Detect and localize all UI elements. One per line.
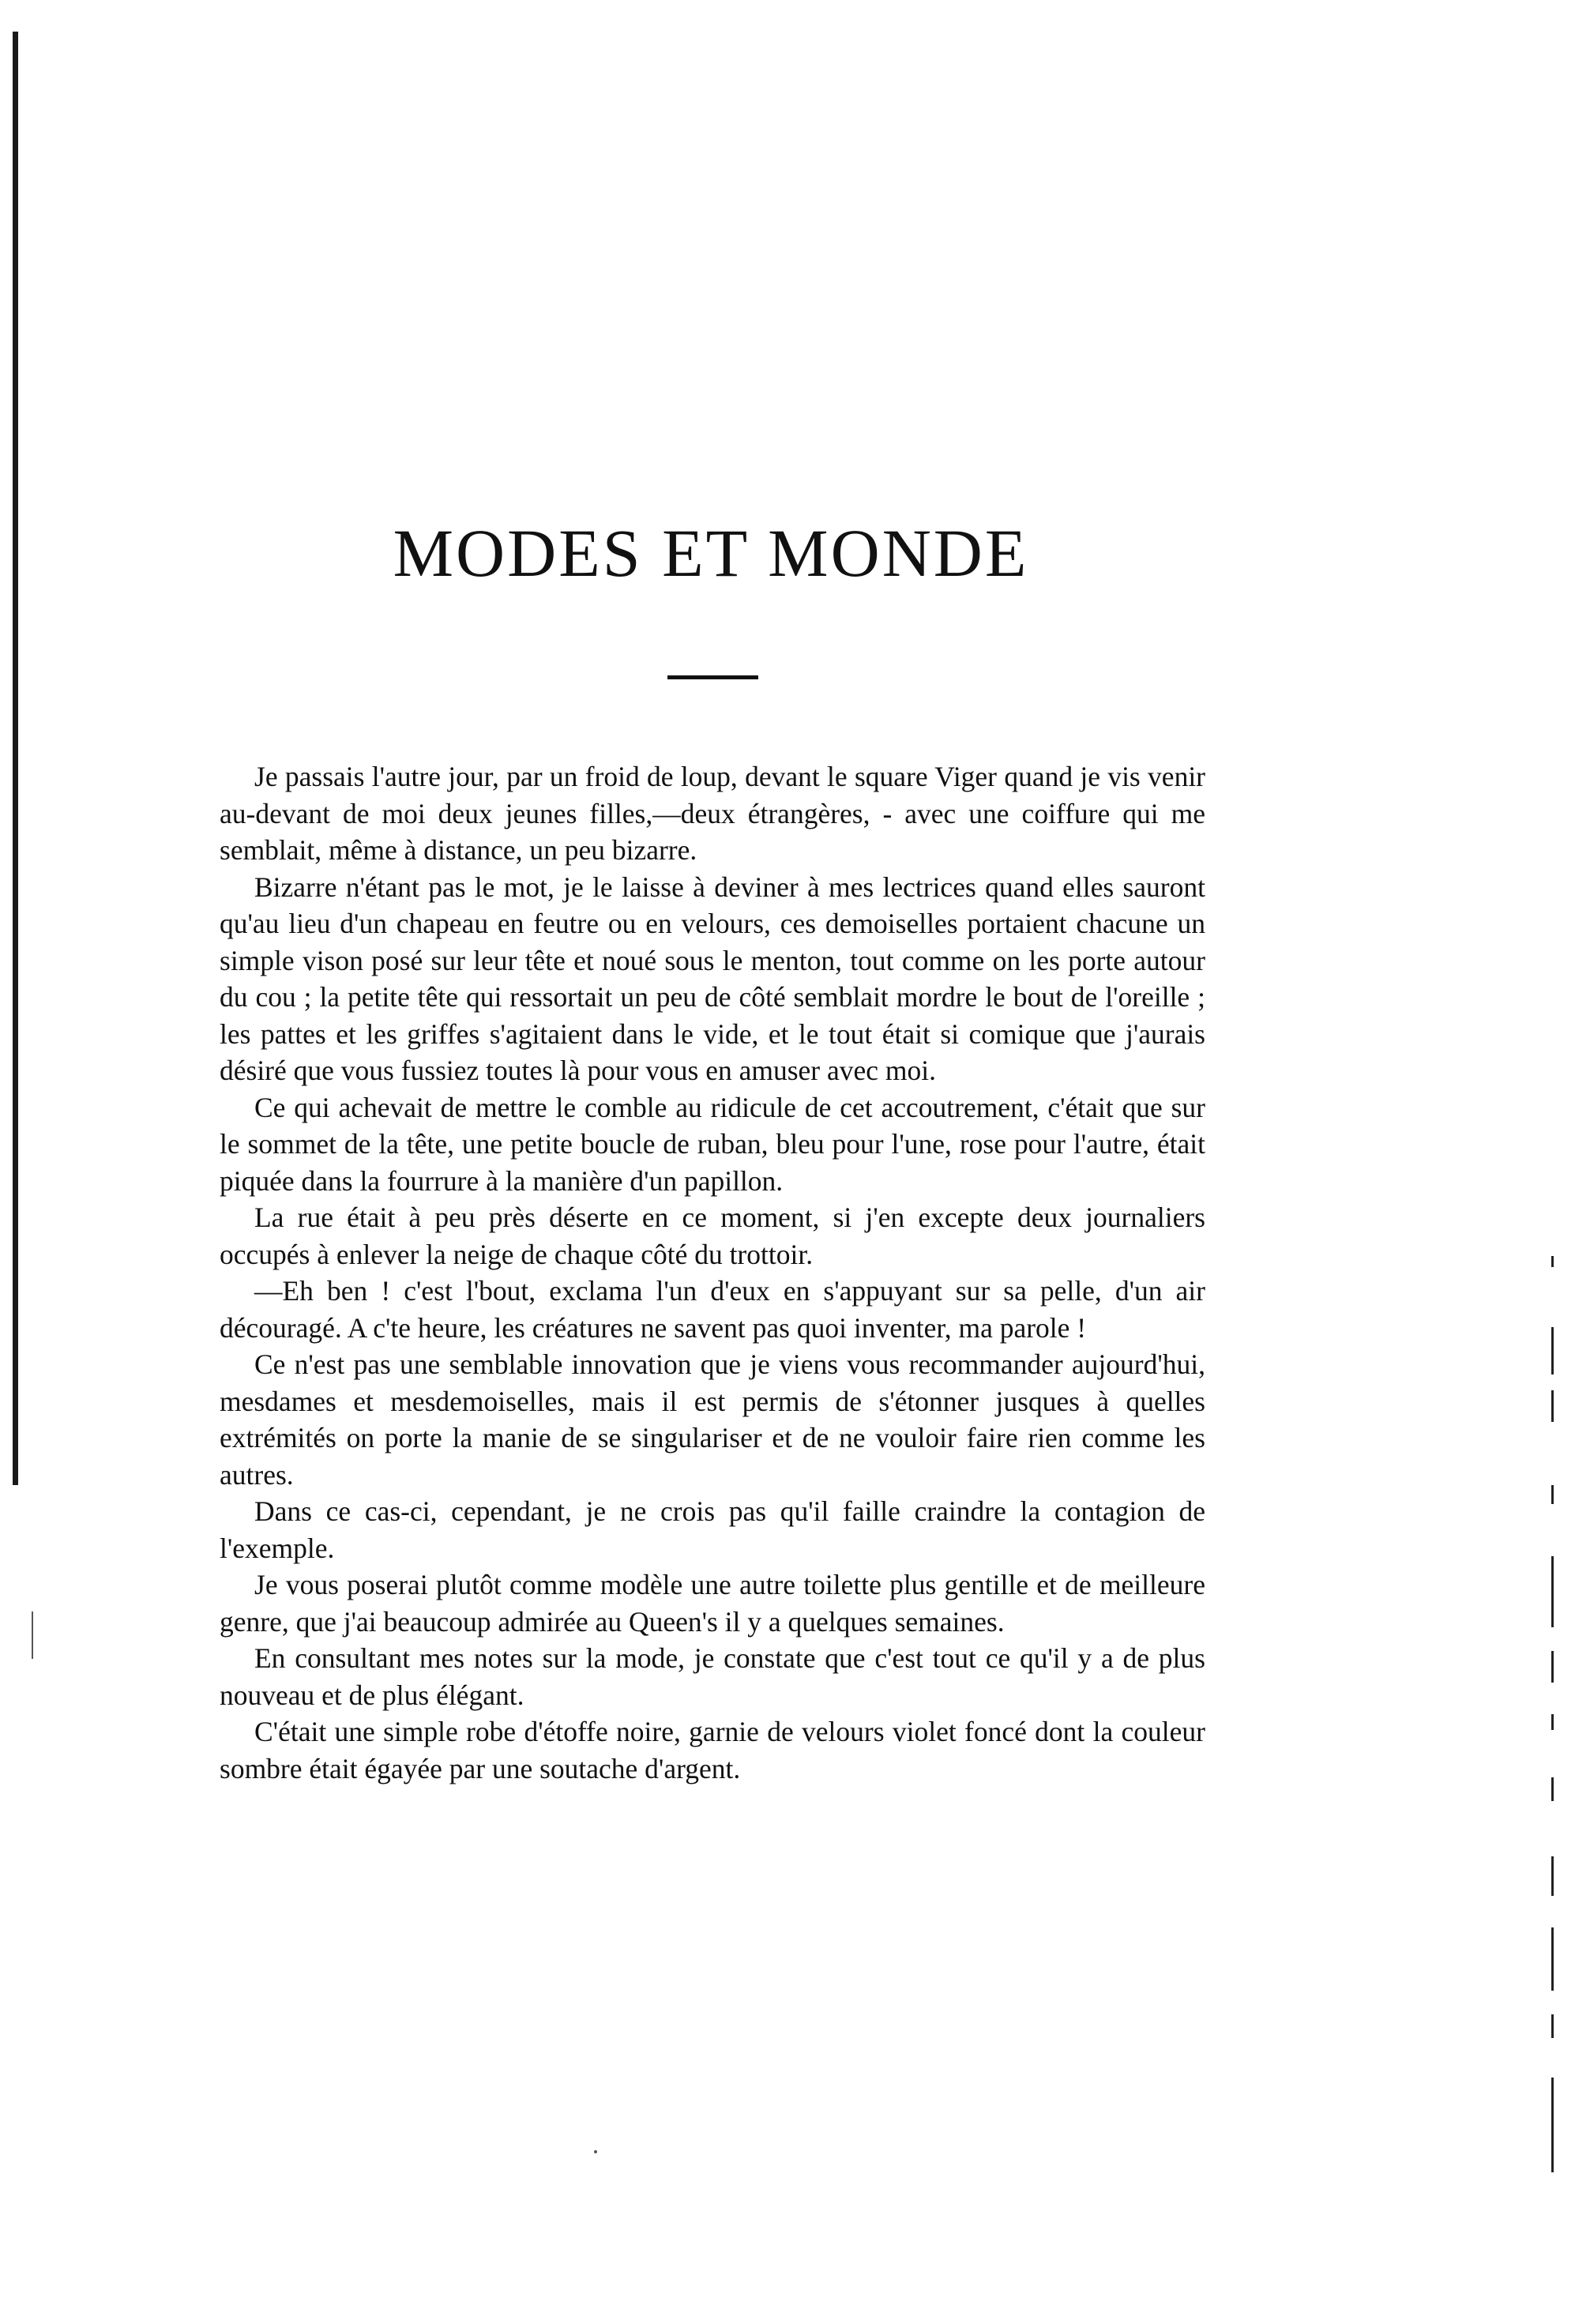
paragraph: En consultant mes notes sur la mode, je constate que c'est tout ce qu'il y a de plus nouveau et de plus élégant. — [220, 1642, 1205, 1711]
page-binding-edge — [13, 32, 18, 1485]
paragraph: Ce n'est pas une semblable innovation que je viens vous recommander aujourd'hui, mesdames et mesdemoiselles, mais il est permis de s'étonner jusques à quelles extrémités on porte la manie de se singulariser et de ne vouloir faire rien comme les autres. — [220, 1348, 1205, 1491]
scan-mark — [32, 1611, 33, 1659]
title-rule — [667, 675, 758, 679]
article-body — [220, 758, 1205, 1787]
page-title: MODES ET MONDE — [393, 515, 1029, 591]
paragraph: Bizarre n'étant pas le mot, je le laisse à deviner à mes lectrices quand elles sauront qu'au lieu d'un chapeau en feutre ou en velours, ces demoiselles portaient chacune un simple vison posé sur leur tête et noué sous le menton, tout comme on les porte autour du cou ; la petite tête qui ressortait un peu de côté semblait mordre le bout de l'oreille ; les pattes et les griffes s'agitaient dans le vide, et le tout était si comique que j'aurais désiré que vous fussiez toutes là pour vous en amuser avec moi. — [220, 871, 1205, 1086]
paragraph: C'était une simple robe d'étoffe noire, garnie de velours violet foncé dont la couleur sombre était égayée par une soutache d'argent. — [220, 1716, 1205, 1784]
paragraph: La rue était à peu près déserte en ce moment, si j'en excepte deux journaliers occupés à enlever la neige de chaque côté du trottoir. — [220, 1201, 1205, 1270]
paragraph: Je vous poserai plutôt comme modèle une autre toilette plus gentille et de meilleure genre, que j'ai beaucoup admirée au Queen's il y a quelques semaines. — [220, 1569, 1205, 1638]
paragraph: Ce qui achevait de mettre le comble au ridicule de cet accoutrement, c'était que sur le sommet de la tête, une petite boucle de ruban, bleu pour l'une, rose pour l'autre, était piquée dans la fourrure à la manière d'un papillon. — [220, 1091, 1205, 1197]
paragraph: —Eh ben ! c'est l'bout, exclama l'un d'eux en s'appuyant sur sa pelle, d'un air découragé. A c'te heure, les créatures ne savent pas quoi inventer, ma parole ! — [220, 1275, 1205, 1344]
paragraph: Dans ce cas-ci, cependant, je ne crois pas qu'il faille craindre la contagion de l'exemple. — [220, 1495, 1205, 1564]
ink-speck — [594, 2150, 597, 2153]
paragraph: Je passais l'autre jour, par un froid de loup, devant le square Viger quand je vis venir au-devant de moi deux jeunes filles,—deux étrangères, - avec une coiffure qui me semblait, même à distance, un peu bizarre. — [220, 761, 1205, 866]
page-edge-marks — [1548, 1256, 1558, 2204]
